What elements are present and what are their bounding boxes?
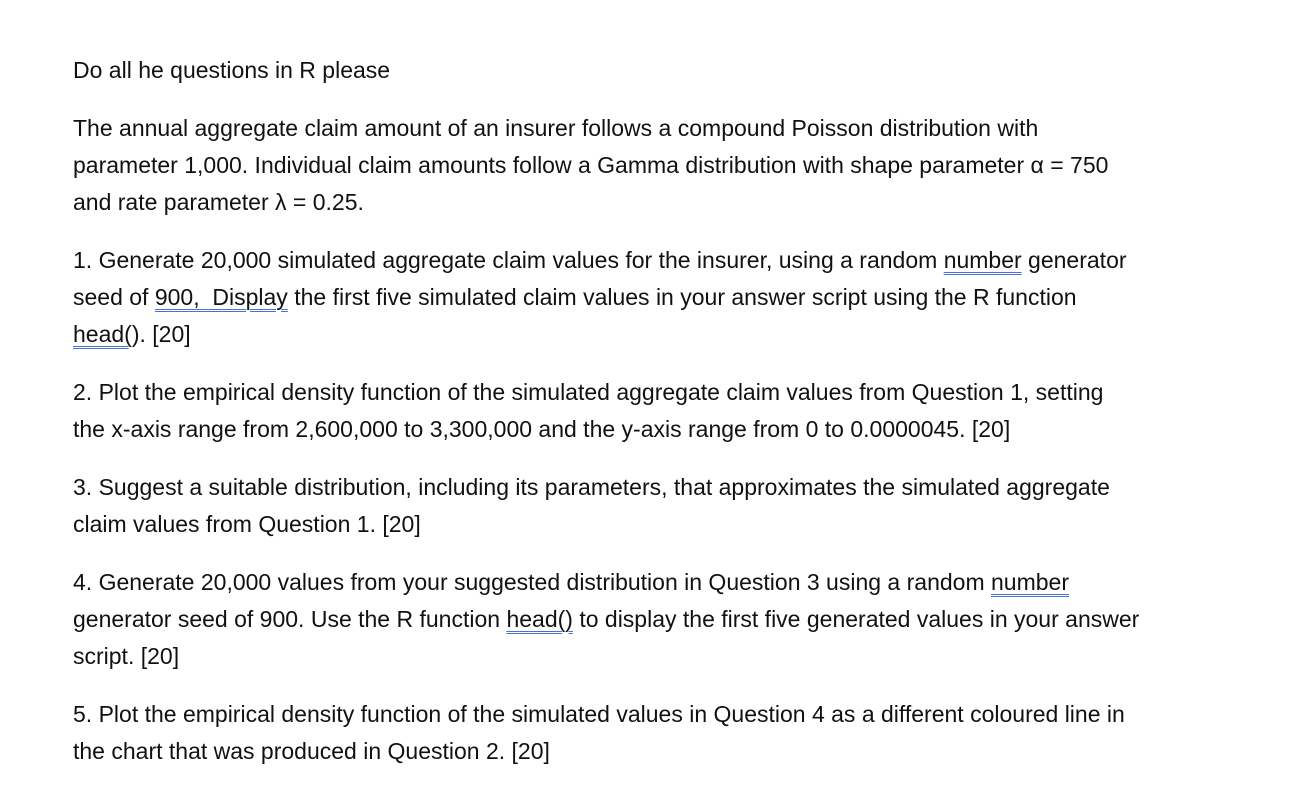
question-1-line-2 xyxy=(73,279,1288,316)
question-4-line-1 xyxy=(73,564,1288,601)
q1-text-d: the first five simulated claim values in your answer script using the R function xyxy=(287,284,1077,310)
question-3 xyxy=(73,469,1288,543)
problem-line-1: The annual aggregate claim amount of an insurer follows a compound Poisson distribution with xyxy=(73,115,1039,141)
question-4-line-2 xyxy=(73,601,1288,638)
question-3-line-2: claim values from Question 1. [20] xyxy=(73,511,421,537)
question-1-line-1 xyxy=(73,242,1288,279)
intro-line: Do all he questions in R please xyxy=(73,57,391,83)
question-4 xyxy=(73,564,1288,675)
question-1 xyxy=(73,242,1288,353)
q1-flagged-word-number[interactable]: number xyxy=(943,247,1022,273)
document-body xyxy=(73,52,1288,791)
q4-text-b: generator seed of 900. Use the R function xyxy=(73,606,507,632)
question-5-line-1: 5. Plot the empirical density function of the simulated values in Question 4 as a different coloured line in xyxy=(73,701,1125,727)
question-3-line-1: 3. Suggest a suitable distribution, including its parameters, that approximates the simulated aggregate xyxy=(73,474,1110,500)
question-4-line-3: script. [20] xyxy=(73,643,180,669)
q1-text-b: generator xyxy=(1021,247,1127,273)
question-2-line-1: 2. Plot the empirical density function of the simulated aggregate claim values from Question 1, setting xyxy=(73,379,1104,405)
problem-line-3: and rate parameter λ = 0.25. xyxy=(73,189,364,215)
q1-text-a: 1. Generate 20,000 simulated aggregate claim values for the insurer, using a random xyxy=(73,247,944,273)
problem-paragraph xyxy=(73,110,1288,221)
problem-line-2: parameter 1,000. Individual claim amounts follow a Gamma distribution with shape parameter α = 750 xyxy=(73,152,1109,178)
q1-text-e: ). [20] xyxy=(131,321,191,347)
question-1-line-3 xyxy=(73,316,1288,353)
q4-flagged-word-number[interactable]: number xyxy=(991,569,1069,595)
q1-flagged-phrase-display[interactable]: 900, Display xyxy=(154,284,288,310)
q4-flagged-word-head[interactable]: head() xyxy=(506,606,573,632)
q4-text-c: to display the first five generated values in your answer xyxy=(572,606,1140,632)
question-5-line-2: the chart that was produced in Question 2. [20] xyxy=(73,738,550,764)
question-2-line-2: the x-axis range from 2,600,000 to 3,300,000 and the y-axis range from 0 to 0.0000045. [20] xyxy=(73,416,1011,442)
intro-paragraph xyxy=(73,52,1288,89)
question-5 xyxy=(73,696,1288,770)
q4-text-a: 4. Generate 20,000 values from your suggested distribution in Question 3 using a random xyxy=(73,569,991,595)
question-2 xyxy=(73,374,1288,448)
q1-flagged-word-head[interactable]: head( xyxy=(73,321,132,347)
q1-text-c: seed of xyxy=(73,284,155,310)
